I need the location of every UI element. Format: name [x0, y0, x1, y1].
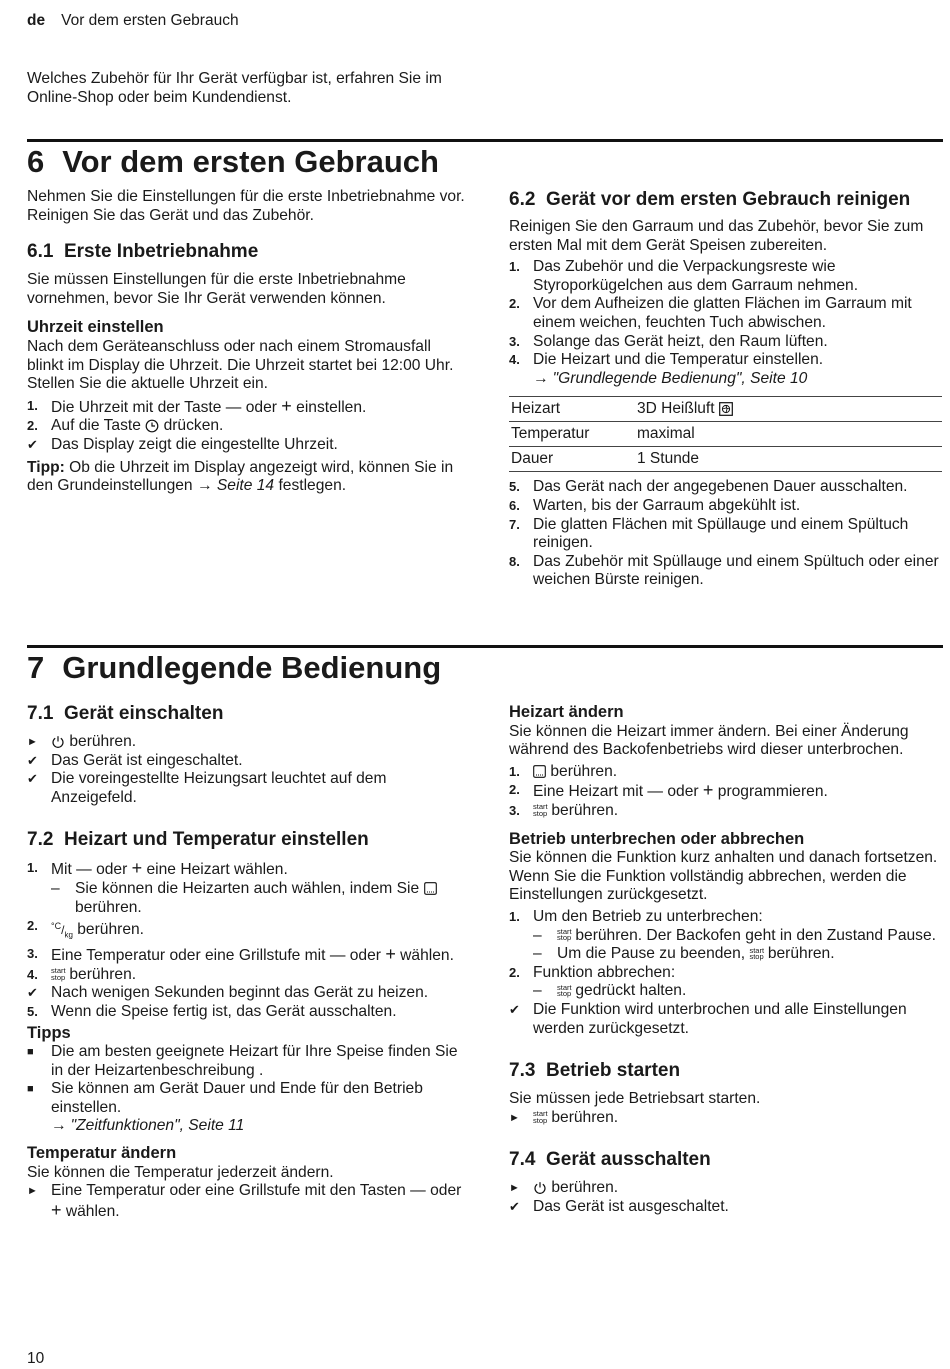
- header-title: Vor dem ersten Gebrauch: [61, 12, 239, 29]
- heading-7-3: [509, 1060, 945, 1082]
- minus-icon: —: [647, 783, 663, 801]
- action-item: [27, 733, 467, 752]
- heading-number: 6.2: [509, 189, 536, 210]
- list-item: [509, 908, 945, 927]
- step-text: Wenn die Speise fertig ist, das Gerät ausschalten.: [51, 1002, 397, 1020]
- list-item: [509, 781, 945, 802]
- heading-number: 6.1: [27, 241, 54, 263]
- step-number: 3.: [27, 946, 38, 962]
- step-text: wählen.: [400, 947, 454, 965]
- icon-label: stop: [557, 933, 572, 943]
- heading-text: Heizart und Temperatur einstellen: [63, 829, 369, 851]
- step-text: Funktion abbrechen:: [533, 963, 676, 981]
- table-key: Dauer: [509, 447, 633, 472]
- step-text: oder: [245, 398, 277, 416]
- action-item: [27, 1182, 467, 1221]
- uhrzeit-heading: Uhrzeit einstellen: [27, 318, 164, 337]
- icon-label: start: [557, 926, 572, 936]
- heating-mode-icon: [533, 765, 546, 778]
- intro-text: Welches Zubehör für Ihr Gerät verfügbar ist, erfahren Sie im Online-Shop oder beim Kundendienst.: [27, 70, 442, 106]
- step-text: Die Heizart und die Temperatur einstellen.: [533, 351, 824, 369]
- start-stop-icon: [557, 982, 572, 999]
- step-text: Eine Heizart mit: [533, 783, 644, 801]
- action-text: berühren.: [551, 1179, 619, 1197]
- result-text: Das Gerät ist ausgeschaltet.: [533, 1197, 729, 1215]
- tips-heading: Tipps: [27, 1023, 71, 1042]
- step-number: 7.: [509, 516, 520, 532]
- sub-text: berühren.: [75, 898, 142, 916]
- section-6-heading: [27, 144, 439, 180]
- heading-text: Erste Inbetriebnahme: [63, 241, 259, 263]
- list-item: [27, 1003, 467, 1022]
- icon-label: start: [533, 802, 548, 812]
- heading-number: 7.3: [509, 1060, 536, 1082]
- action-text: wählen.: [65, 1202, 120, 1220]
- list-item: [509, 497, 945, 516]
- plus-icon: +: [385, 944, 396, 965]
- tip-item: [27, 1080, 467, 1117]
- result-text: Das Display zeigt die eingestellte Uhrzeit.: [51, 435, 338, 453]
- table-value: [633, 397, 942, 422]
- heizart-text: Sie können die Heizart immer ändern. Bei einer Änderung während des Backofenbetriebs wird dieser unterbrochen.: [509, 722, 909, 759]
- step-text: Warten, bis der Garraum abgekühlt ist.: [533, 496, 801, 514]
- square-bullet: ■: [27, 1046, 34, 1059]
- check-icon: ✔: [27, 436, 38, 452]
- icon-label: °C: [51, 921, 62, 932]
- action-text: berühren.: [551, 1108, 619, 1126]
- arrow-icon: →: [51, 1117, 67, 1135]
- table-row: [509, 422, 942, 447]
- step-number: 1.: [27, 860, 38, 876]
- step-text: Die glatten Flächen mit Spüllauge und einem Spültuch reinigen.: [533, 515, 909, 552]
- step-text: eine Heizart wählen.: [146, 861, 288, 879]
- action-text: Eine Temperatur oder eine Grillstufe mit den Tasten: [51, 1182, 406, 1200]
- icon-label: stop: [533, 1115, 548, 1125]
- result-item: [27, 984, 467, 1003]
- dash-bullet: –: [51, 879, 60, 897]
- reference-text: "Grundlegende Bedienung", Seite 10: [552, 369, 808, 387]
- section-6-right-column: [509, 189, 945, 590]
- list-item: [509, 295, 945, 332]
- step-number: 1.: [509, 259, 520, 275]
- icon-label: start: [557, 982, 572, 992]
- step-text: Um den Betrieb zu unterbrechen:: [533, 907, 763, 925]
- running-header: [27, 12, 239, 31]
- list-item: [509, 258, 945, 295]
- action-arrow-icon: ►: [509, 1182, 520, 1195]
- step-number: 1.: [509, 908, 520, 924]
- betrieb-starten-text: Sie müssen jede Betriebsart starten.: [509, 1090, 761, 1108]
- list-item: [509, 516, 945, 553]
- table-value: maximal: [633, 422, 942, 447]
- section-6-2-text: Reinigen Sie den Garraum und das Zubehör, bevor Sie zum ersten Mal mit dem Gerät Speisen zubereiten.: [509, 218, 924, 254]
- step-text: berühren.: [77, 921, 145, 939]
- section-number: 6: [27, 144, 45, 179]
- table-row: [509, 397, 942, 422]
- icon-label: start: [749, 945, 765, 955]
- step-text: Solange das Gerät heizt, den Raum lüften.: [533, 332, 828, 350]
- tip-text: festlegen.: [278, 477, 347, 495]
- step-number: 4.: [27, 966, 38, 982]
- list-item: [27, 917, 467, 945]
- temperature-weight-icon: $^{^\circ C}/_{kg}$: [51, 921, 73, 940]
- list-item: [509, 964, 945, 983]
- section-rule: [27, 139, 943, 142]
- dash-bullet: –: [533, 926, 542, 944]
- heating-mode-icon: [424, 882, 437, 895]
- plus-icon: +: [51, 1199, 62, 1220]
- icon-label: stop: [533, 808, 548, 818]
- heading-text: Gerät ausschalten: [545, 1149, 711, 1171]
- step-text: berühren.: [550, 762, 618, 780]
- list-item: [509, 763, 945, 782]
- power-icon: [51, 735, 65, 749]
- step-text: Mit: [51, 861, 72, 879]
- step-number: 8.: [509, 553, 520, 569]
- plus-icon: +: [281, 395, 292, 416]
- step-text: Das Gerät nach der angegebenen Dauer ausschalten.: [533, 478, 908, 496]
- list-item: [509, 478, 945, 497]
- section-7-heading: [27, 650, 441, 686]
- tip-text: Die am besten geeignete Heizart für Ihre Speise finden Sie in der Heizartenbeschreibung .: [51, 1043, 458, 1079]
- heading-text: Betrieb starten: [545, 1060, 681, 1082]
- start-stop-icon: [557, 926, 572, 943]
- arrow-icon: →: [196, 477, 213, 495]
- action-text: berühren.: [69, 733, 137, 750]
- section-rule: [27, 645, 943, 648]
- step-number: 1.: [27, 397, 38, 413]
- result-item: [509, 1001, 945, 1038]
- action-arrow-icon: ►: [509, 1111, 520, 1124]
- icon-label: stop: [557, 989, 572, 999]
- section-title: Vor dem ersten Gebrauch: [62, 144, 439, 179]
- cross-reference[interactable]: [27, 1117, 467, 1136]
- list-item: [509, 333, 945, 352]
- list-item: [27, 945, 467, 966]
- heading-number: 7.1: [27, 703, 54, 724]
- sub-text: berühren.: [767, 945, 835, 963]
- step-text: Die Uhrzeit mit der Taste: [51, 398, 222, 416]
- result-item: [27, 436, 467, 455]
- sub-text: berühren. Der Backofen geht in den Zustand Pause.: [575, 926, 936, 944]
- sub-item: [509, 982, 945, 1001]
- heading-number: 7.4: [509, 1149, 536, 1171]
- heizart-heading: Heizart ändern: [509, 703, 624, 721]
- list-item: [27, 397, 467, 418]
- sub-text: Sie können die Heizarten auch wählen, indem Sie: [75, 879, 420, 897]
- section-6-left-column: [27, 188, 467, 496]
- step-text: Das Zubehör mit Spüllauge und einem Spültuch oder einer weichen Bürste reinigen.: [533, 552, 939, 589]
- heading-7-2: [27, 829, 467, 851]
- step-text: Auf die Taste: [51, 417, 141, 435]
- language-code: de: [27, 12, 46, 29]
- list-item: [27, 417, 467, 436]
- tip-text: Ob die Uhrzeit im Display angezeigt wird, können Sie in den Grundeinstellungen: [27, 458, 454, 495]
- action-arrow-icon: ►: [27, 1185, 38, 1198]
- result-item: [509, 1198, 945, 1217]
- section-6-lead: Nehmen Sie die Einstellungen für die erste Inbetriebnahme vor. Reinigen Sie das Gerät und das Zubehör.: [27, 188, 465, 224]
- step-text: Eine Temperatur oder eine Grillstufe mit: [51, 947, 326, 965]
- step-text: berühren.: [69, 965, 137, 983]
- plus-icon: +: [702, 780, 714, 801]
- plus-icon: +: [131, 858, 143, 879]
- heading-6-2: [509, 189, 945, 211]
- result-item: [27, 752, 467, 771]
- settings-table: [509, 396, 942, 472]
- minus-icon: —: [410, 1182, 426, 1200]
- section-title: Grundlegende Bedienung: [62, 650, 442, 685]
- result-text: Nach wenigen Sekunden beginnt das Gerät zu heizen.: [51, 984, 429, 1002]
- section-7-left-column: [27, 703, 467, 1221]
- sub-text: Um die Pause zu beenden,: [557, 945, 746, 963]
- action-text: oder: [430, 1182, 462, 1200]
- icon-label: stop: [51, 972, 66, 982]
- step-number: 2.: [509, 964, 520, 980]
- heading-7-1: [27, 703, 467, 725]
- check-icon: ✔: [509, 1001, 520, 1017]
- step-text: einstellen.: [296, 398, 367, 416]
- heading-text: Gerät einschalten: [63, 703, 224, 724]
- section-6-1-text: Sie müssen Einstellungen für die erste Inbetriebnahme vornehmen, bevor Sie Ihr Gerät verwenden können.: [27, 271, 406, 307]
- list-item: [509, 553, 945, 590]
- start-stop-icon: [749, 945, 765, 961]
- tip-item: [27, 1043, 467, 1080]
- clock-icon: [145, 419, 159, 433]
- action-item: [509, 1109, 945, 1128]
- table-key: Heizart: [509, 397, 633, 422]
- check-icon: ✔: [509, 1198, 520, 1214]
- step-number: 4.: [509, 352, 520, 368]
- heading-text: Gerät vor dem ersten Gebrauch reinigen: [545, 189, 911, 210]
- list-item: [509, 802, 945, 821]
- step-text: Vor dem Aufheizen die glatten Flächen im Garraum mit einem weichen, feuchten Tuch abwischen.: [533, 295, 912, 331]
- step-text: oder: [349, 947, 381, 965]
- heading-number: 7.2: [27, 829, 54, 851]
- check-icon: ✔: [27, 752, 38, 768]
- start-stop-icon: [533, 804, 547, 817]
- step-text: oder: [96, 861, 128, 879]
- check-icon: ✔: [27, 985, 38, 1001]
- minus-icon: —: [225, 398, 242, 416]
- power-icon: [533, 1181, 547, 1195]
- temperature-change-heading: Temperatur ändern: [27, 1144, 177, 1163]
- sub-item: [509, 945, 945, 964]
- step-number: 3.: [509, 802, 520, 818]
- step-text: drücken.: [163, 417, 224, 435]
- icon-label: kg: [64, 930, 73, 940]
- list-item: [27, 859, 467, 880]
- section-7-right-column: [509, 703, 945, 1216]
- icon-label: start: [533, 1109, 548, 1119]
- action-arrow-icon: ►: [27, 736, 38, 748]
- step-text: berühren.: [551, 801, 619, 819]
- page-number: 10: [27, 1350, 45, 1367]
- tip-text: Sie können am Gerät Dauer und Ende für den Betrieb einstellen.: [51, 1080, 423, 1116]
- step-number: 5.: [509, 479, 520, 495]
- result-text: Das Gerät ist eingeschaltet.: [51, 751, 243, 769]
- arrow-icon: →: [533, 369, 549, 387]
- cross-reference[interactable]: [509, 370, 945, 389]
- dash-bullet: –: [533, 982, 542, 1000]
- temperature-change-text: Sie können die Temperatur jederzeit ändern.: [27, 1163, 334, 1181]
- table-row: [509, 447, 942, 472]
- step-text: oder: [667, 783, 699, 801]
- steps-list: [509, 258, 945, 370]
- start-stop-icon: [533, 1111, 547, 1124]
- reference-text: "Zeitfunktionen", Seite 11: [70, 1117, 245, 1135]
- list-item: [509, 351, 945, 370]
- step-number: 3.: [509, 333, 520, 349]
- check-icon: ✔: [27, 771, 38, 787]
- betrieb-text: Sie können die Funktion kurz anhalten und danach fortsetzen. Wenn Sie die Funktion vollständig abbrechen, werden die Einstellungen zurückgesetzt.: [509, 849, 938, 904]
- sub-item: [509, 927, 945, 946]
- action-item: [509, 1179, 945, 1198]
- step-text: Das Zubehör und die Verpackungsreste wie Styroporkügelchen aus dem Garraum nehmen.: [533, 258, 859, 294]
- section-number: 7: [27, 650, 45, 685]
- icon-label: stop: [749, 952, 764, 961]
- sub-item: [27, 880, 467, 917]
- tip-label: Tipp:: [27, 458, 65, 476]
- step-text: programmieren.: [717, 783, 828, 801]
- step-number: 5.: [27, 1003, 38, 1019]
- step-number: 2.: [509, 782, 520, 798]
- minus-icon: —: [329, 947, 346, 965]
- table-value: 1 Stunde: [633, 447, 942, 472]
- step-number: 6.: [509, 497, 520, 513]
- steps-list: [509, 478, 945, 590]
- result-text: Die Funktion wird unterbrochen und alle Einstellungen werden zurückgesetzt.: [533, 1000, 907, 1037]
- step-number: 2.: [27, 918, 38, 934]
- dash-bullet: –: [533, 945, 542, 963]
- betrieb-heading: Betrieb unterbrechen oder abbrechen: [509, 829, 805, 848]
- heading-6-1: [27, 241, 467, 263]
- step-number: 2.: [509, 296, 520, 312]
- uhrzeit-text: Nach dem Geräteanschluss oder nach einem Stromausfall blinkt im Display die Uhrzeit. Die Uhrzeit startet bei 12:00 Uhr. Stellen Sie die aktuelle Uhrzeit ein.: [27, 337, 454, 393]
- heading-7-4: [509, 1149, 945, 1171]
- minus-icon: —: [76, 861, 92, 879]
- start-stop-icon: [51, 968, 65, 981]
- result-text: Die voreingestellte Heizungsart leuchtet auf dem Anzeigefeld.: [51, 770, 387, 806]
- table-key: Temperatur: [509, 422, 633, 447]
- tip-paragraph: [27, 459, 467, 496]
- hot-air-icon: [719, 402, 733, 416]
- sub-text: gedrückt halten.: [575, 982, 687, 1000]
- step-number: 1.: [509, 763, 520, 779]
- value-text: 3D Heißluft: [637, 400, 715, 418]
- list-item: [27, 966, 467, 985]
- icon-label: start: [51, 966, 66, 976]
- result-item: [27, 770, 467, 807]
- square-bullet: ■: [27, 1083, 34, 1096]
- page-reference-link[interactable]: Seite 14: [216, 477, 275, 495]
- step-number: 2.: [27, 418, 38, 434]
